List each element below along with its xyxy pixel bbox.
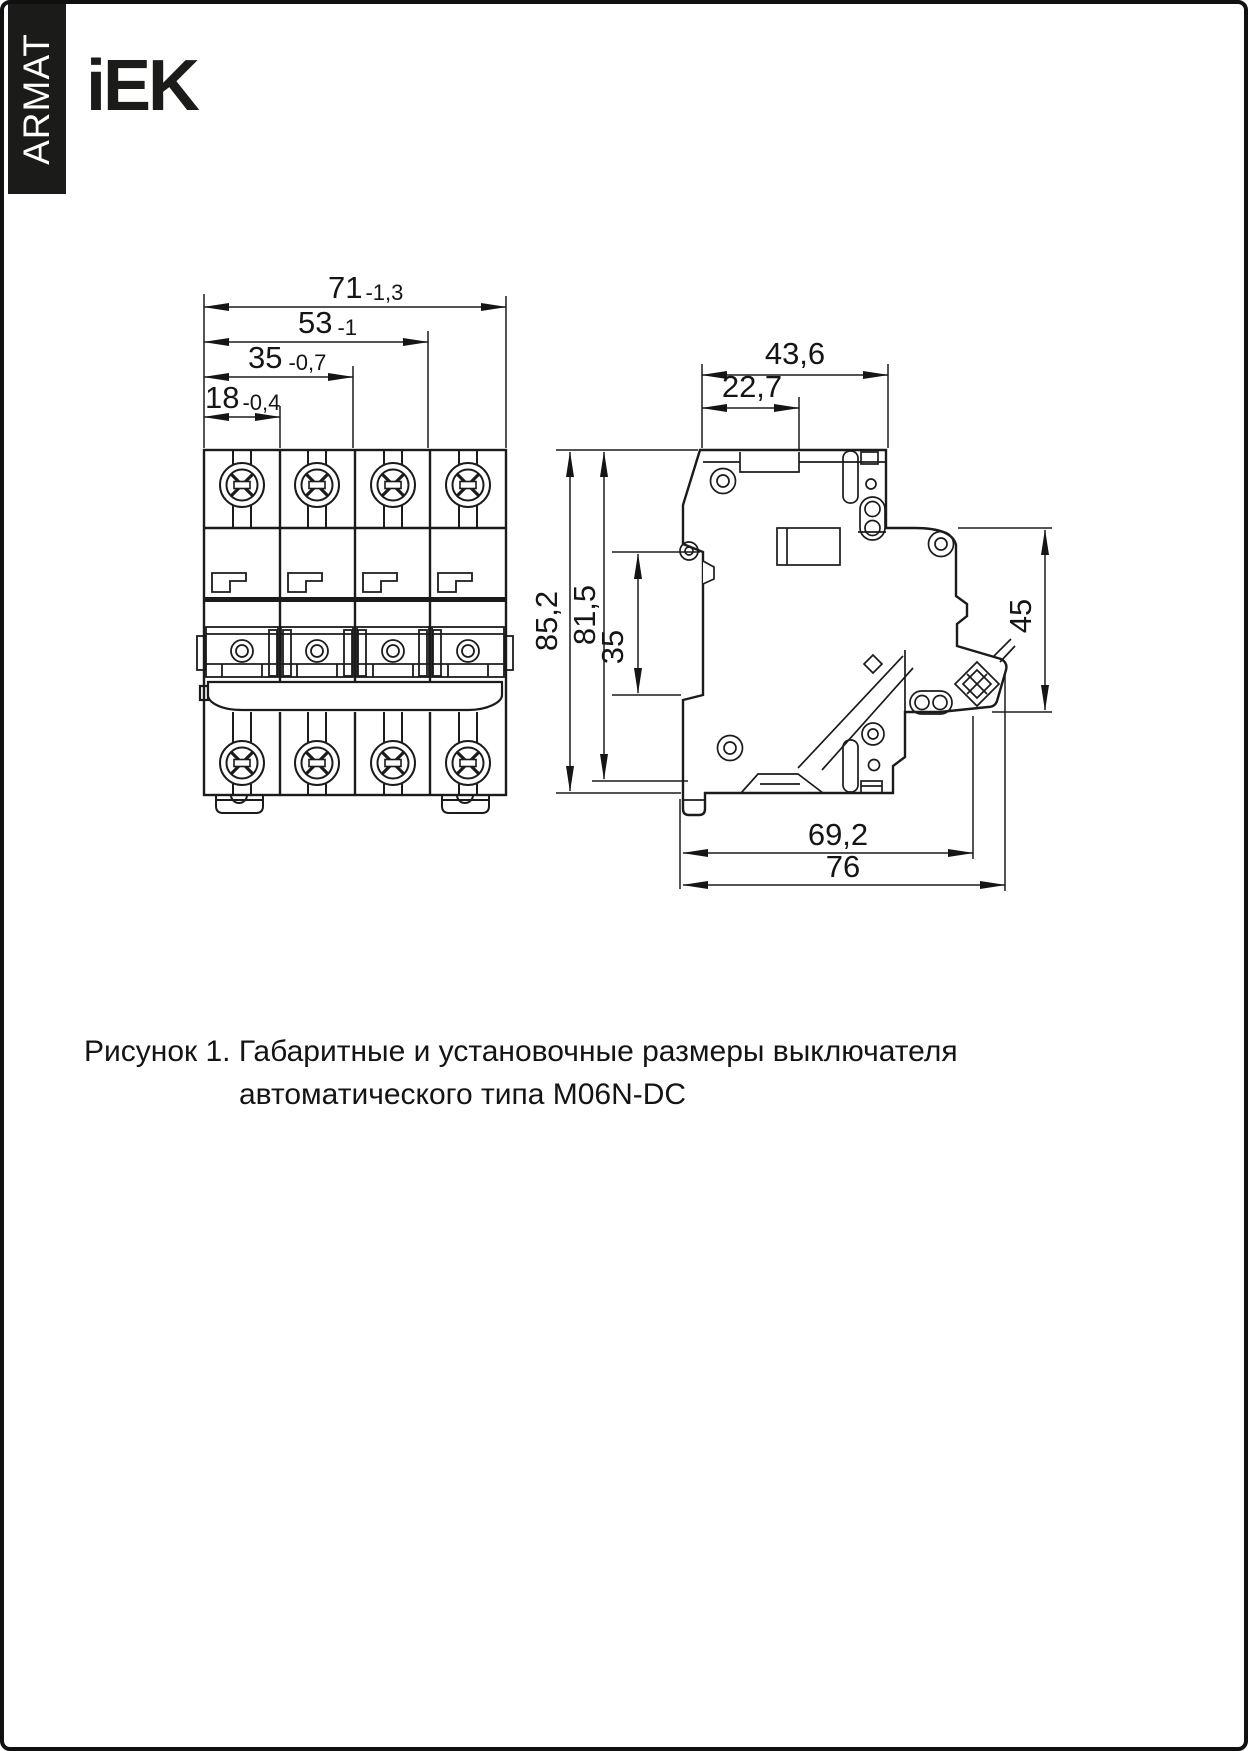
dim-height-body: 81,5	[567, 584, 602, 646]
iek-logo: iEK	[86, 46, 198, 126]
figure-caption	[84, 1030, 958, 1116]
dim-width-3mod: 53 -1	[298, 305, 358, 340]
front-din-clips	[216, 795, 489, 813]
dim-width-total: 71 -1,3	[328, 270, 404, 305]
caption-line-2: автоматического типа M06N-DC	[239, 1078, 687, 1111]
dim-height-total: 85,2	[529, 590, 564, 652]
dim-front-height: 45	[1003, 598, 1038, 634]
front-handle-tie-bar	[200, 682, 502, 710]
dim-depth-max: 76	[825, 849, 861, 884]
dim-depth-handle: 22,7	[721, 369, 783, 404]
front-view	[197, 270, 513, 813]
side-view-dimensions	[556, 364, 1052, 891]
dim-width-1mod: 18 -0,4	[205, 380, 281, 415]
dim-width-2mod: 35 -0,7	[248, 340, 327, 375]
armat-label: ARMAT	[16, 33, 57, 165]
side-view	[529, 336, 1052, 891]
dim-depth-lower: 69,2	[807, 817, 869, 852]
dim-din-notch: 35	[595, 629, 630, 665]
dim-depth-top: 43,6	[764, 336, 826, 371]
caption-line-1: Рисунок 1. Габаритные и установочные размеры выключателя	[84, 1035, 958, 1068]
side-view-details	[683, 451, 1015, 800]
side-view-rivets	[680, 469, 954, 761]
